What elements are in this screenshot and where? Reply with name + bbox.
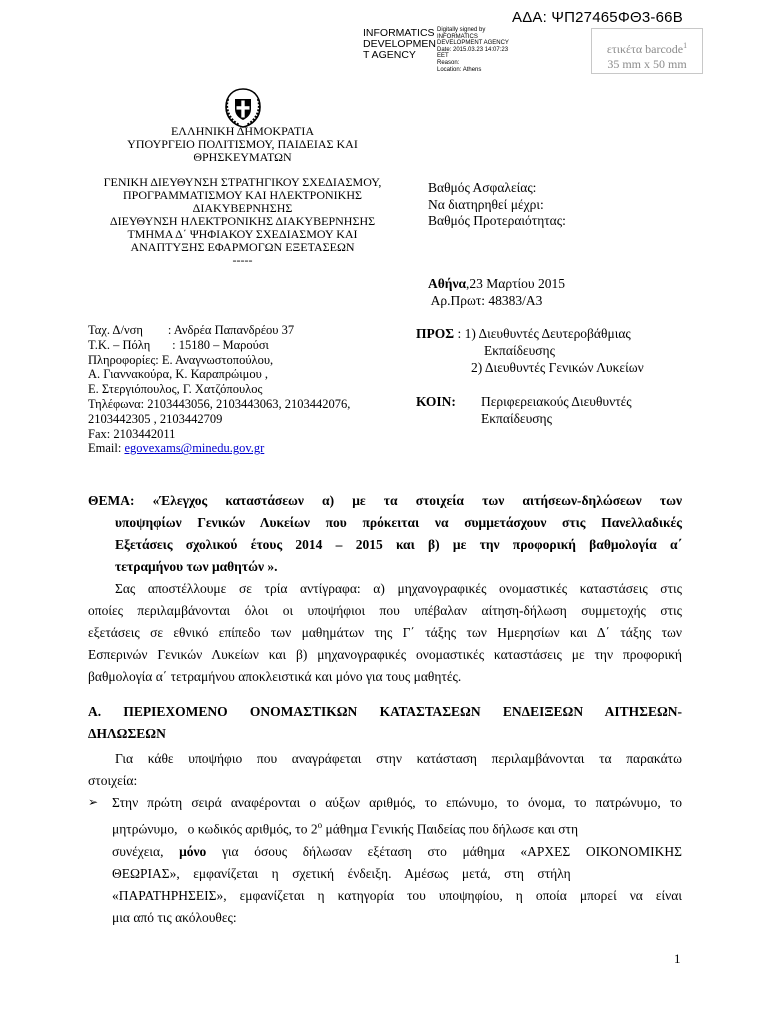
department-line: ΔΙΑΚΥΒΕΡΝΗΣΗΣ [192,201,293,215]
bullet-line: μητρώνυμο, ο κωδικός αριθμός, το 2 [112,821,318,837]
bullet-line: συνέχεια, [112,843,180,859]
signature-detail-line: Digitally signed by [437,27,486,33]
signature-detail-line: Date: 2015.03.23 14:07:23 [437,46,509,53]
recipient-line: Εκπαίδευσης [484,343,555,358]
pros-label: ΠΡΟΣ [416,326,455,341]
koin-line: Εκπαίδευσης [481,411,552,426]
barcode-size: 35 mm x 50 mm [607,57,687,71]
address-line: Πληροφορίες: Ε. Αναγνωστοπούλου, [88,352,274,367]
protocol-number: Αρ.Πρωτ: 48383/Α3 [428,292,543,308]
barcode-label: ετικέτα barcode [606,42,684,56]
recipient-line: 2) Διευθυντές Γενικών Λυκείων [471,360,644,375]
recipient-line: : 1) Διευθυντές Δευτεροβάθμιας [454,326,631,341]
bullet-line: Στην πρώτη σειρά αναφέρονται ο αύξων αριθμός, το επώνυμο, το όνομα, το πατρώνυμο, το [112,795,682,810]
heading-line: ΔΗΛΩΣΕΩΝ [88,726,166,741]
signature-org-line: T AGENCY [363,49,416,61]
bullet-line: «ΠΑΡΑΤΗΡΗΣΕΙΣ», εμφανίζεται η κατηγορία του υποψηφίου, η οποία μπορεί να είναι [112,887,682,903]
paragraph-line: Εσπερινών Γενικών Λυκείων και β) μηχανογραφικές ονομαστικές καταστάσεις με την προφορική [88,647,682,662]
retention-period: Να διατηρηθεί μέχρι: [428,196,544,212]
department-line: ΑΝΑΠΤΥΞΗΣ ΕΦΑΡΜΟΓΩΝ ΕΞΕΤΑΣΕΩΝ [130,240,355,254]
paragraph-line: Σας αποστέλλουμε σε τρία αντίγραφα: α) μηχανογραφικές ονομαστικές καταστάσεις στις [115,581,682,596]
paragraph-line: Για κάθε υποψήφιο που αναγράφεται στην κατάσταση περιλαμβάνονται τα παρακάτω [115,751,682,766]
bullet-line: για όσους δήλωσαν εξέταση στο μάθημα «ΑΡΧΕΣ ΟΙΚΟΝΟΜΙΚΗΣ [206,843,683,859]
address-line: Ε. Στεργιόπουλος, Γ. Χατζόπουλος [88,382,263,397]
paragraph-line: στοιχεία: [88,773,138,788]
address-line: Τ.Κ. – Πόλη : 15180 – Μαρούσι [88,337,269,352]
paragraph-line: εξετάσεις σε εθνικό επίπεδο των μαθημάτων της Γ΄ τάξης των Ημερησίων και Δ΄ τάξης των [88,625,682,640]
signature-details [437,27,509,73]
signature-detail-line: Reason: [437,59,460,66]
subject-line: υποψηφίων Γενικών Λυκείων που πρόκειται να συμμετάσχουν στις Πανελλαδικές [115,515,682,530]
bullet-line: μάθημα Γενικής Παιδείας που δήλωσε και στη [322,821,579,837]
department-name [100,176,385,267]
address-line: Τηλέφωνα: 2103443056, 2103443063, 2103442076, [88,396,351,411]
city: Αθήνα [428,276,467,291]
priority-level: Βαθμός Προτεραιότητας: [428,213,566,228]
emphasis-only: μόνο [179,843,207,859]
department-separator: ----- [232,253,253,267]
intro-paragraph [88,578,682,688]
security-level: Βαθμός Ασφαλείας: [428,180,537,195]
signature-organization [363,28,436,61]
ministry-line: ΘΡΗΣΚΕΥΜΑΤΩΝ [193,150,292,164]
department-line: ΠΡΟΓΡΑΜΜΑΤΙΣΜΟΥ ΚΑΙ ΗΛΕΚΤΡΟΝΙΚΗΣ [123,188,362,202]
bullet-line: ΘΕΩΡΙΑΣ», εμφανίζεται η σχετική ένδειξη. Αμέσως μετά, στη στήλη [112,865,571,881]
address-line: 2103442305 , 2103442709 [88,411,223,426]
paragraph-line: βαθμολογία α΄ τετραμήνου αποκλειστικά και μόνο για τους μαθητές. [88,669,462,684]
signature-org-line: DEVELOPMEN [363,38,436,50]
barcode-footnote-mark: 1 [683,41,688,50]
department-line: ΔΙΕΥΘΥΝΣΗ ΗΛΕΚΤΡΟΝΙΚΗΣ ΔΙΑΚΥΒΕΡΝΗΣΗΣ [109,214,376,228]
page-number: 1 [674,951,681,966]
address-line: Ταχ. Δ/νση : Ανδρέα Παπανδρέου 37 [88,323,295,337]
bullet-arrow-icon: ➢ [88,795,99,809]
paragraph-line: οποίες περιλαμβάνονται όλοι οι υποψήφιοι που υπέβαλαν αίτηση-δήλωση συμμετοχής στις [88,603,682,618]
subject-line: Εξετάσεις σχολικού έτους 2014 – 2015 και β) με την προφορική βαθμολογία α΄ [115,537,682,552]
ordinal-superscript: ο [317,820,323,830]
address-line: Fax: 2103442011 [88,426,176,441]
bullet-line: μια από τις ακόλουθες: [112,909,237,925]
signature-detail-line: DEVELOPMENT AGENCY [437,40,509,47]
department-line: ΤΜΗΜΑ Δ΄ ΨΗΦΙΑΚΟΥ ΣΧΕΔΙΑΣΜΟΥ ΚΑΙ [127,227,358,241]
koin-line: Περιφερειακούς Διευθυντές [481,394,632,409]
signature-detail-line: INFORMATICS [437,33,478,40]
signature-detail-line: EET [437,53,449,60]
republic-heading: ΕΛΛΗΝΙΚΗ ΔΗΜΟΚΡΑΤΙΑ [170,124,315,138]
ministry-line: ΥΠΟΥΡΓΕΙΟ ΠΟΛΙΤΙΣΜΟΥ, ΠΑΙΔΕΙΑΣ ΚΑΙ [127,137,358,151]
address-block [88,323,350,456]
email-label: Email: [88,441,125,456]
signature-detail-line: Location: Athens [437,66,482,73]
barcode-placeholder [591,28,703,74]
koin-label: ΚΟΙΝ: [416,394,456,409]
koin-block [416,393,632,427]
subject-line: ΘΕΜΑ: «Έλεγχος καταστάσεων α) με τα στοιχεία των αιτήσεων-δηλώσεων των [88,493,682,508]
email-link[interactable]: egovexams@minedu.gov.gr [124,441,265,456]
signature-org-line: INFORMATICS [363,27,435,39]
greek-emblem-icon [222,87,264,129]
ministry-name [100,138,385,164]
ada-code: ΑΔΑ: ΨΠ27465ΦΘ3-66Β [512,9,683,26]
department-line: ΓΕΝΙΚΗ ΔΙΕΥΘΥΝΣΗ ΣΤΡΑΤΗΓΙΚΟΥ ΣΧΕΔΙΑΣΜΟΥ, [103,175,382,189]
subject [88,490,682,578]
security-block [428,180,566,230]
candidate-data-paragraph [88,748,682,792]
recipients-block [416,325,644,376]
heading-line: Α. ΠΕΡΙΕΧΟΜΕΝΟ ΟΝΟΜΑΣΤΙΚΩΝ ΚΑΤΑΣΤΑΣΕΩΝ ΕΝΔΕΙΞΕΩΝ ΑΙΤΗΣΕΩΝ- [88,704,682,719]
date: ,23 Μαρτίου 2015 [466,276,565,291]
bullet-item [112,792,682,929]
address-line: Α. Γιαννακούρα, Κ. Καραπρώιμου , [88,367,269,382]
subject-line: τετραμήνου των μαθητών ». [115,559,278,574]
section-a-heading [88,701,682,745]
date-block [428,276,565,309]
